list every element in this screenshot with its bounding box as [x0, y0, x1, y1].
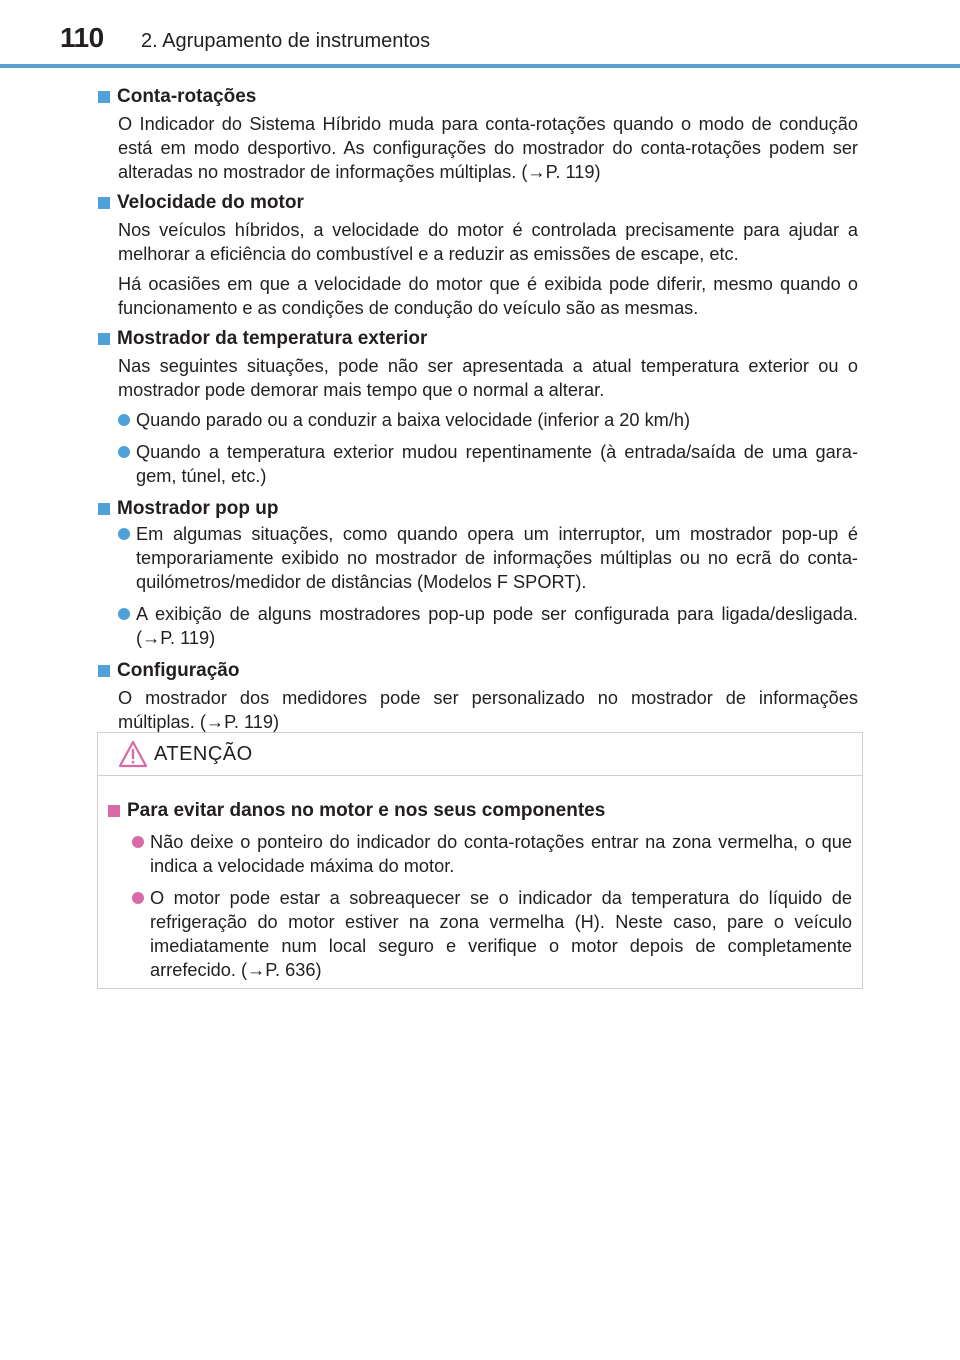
paragraph: Nas seguintes situações, pode não ser apresentada a atual temperatura exterior ou o mostrador pode demorar mais tempo que o normal a alterar.: [118, 356, 858, 400]
circle-bullet-icon: [132, 892, 144, 904]
square-bullet-icon: [98, 333, 110, 345]
square-bullet-icon: [98, 665, 110, 677]
list-item-text: Não deixe o ponteiro do indicador do conta-rotações entrar na zona vermelha, o que indica a velocidade máxima do motor.: [150, 832, 852, 876]
warning-header: [98, 733, 862, 776]
section-title: Configuração: [117, 660, 240, 681]
warning-subheading-text: Para evitar danos no motor e nos seus componentes: [127, 800, 606, 821]
warning-list-item: [132, 830, 852, 878]
circle-bullet-icon: [132, 836, 144, 848]
warning-subheading: [108, 798, 852, 824]
square-bullet-icon: [98, 91, 110, 103]
warning-title: ATENÇÃO: [154, 742, 253, 765]
circle-bullet-icon: [118, 446, 130, 458]
section-heading: [98, 658, 858, 684]
square-bullet-icon: [108, 805, 120, 817]
section-title: Mostrador pop up: [117, 498, 279, 519]
circle-bullet-icon: [118, 414, 130, 426]
list-item: [118, 522, 858, 594]
warning-box: [97, 732, 863, 989]
paragraph: O Indicador do Sistema Híbrido muda para conta-rotações quando o modo de condução está em modo desportivo. As configurações do mostrador do conta-rotações podem ser alteradas no mostrador de informações múltiplas. (→P. 119): [118, 114, 858, 182]
section-title: Conta-rotações: [117, 86, 257, 107]
list-item-text: A exibição de alguns mostradores pop-up pode ser configurada para ligada/desligada. (→P. 119): [136, 604, 858, 648]
paragraph: O mostrador dos medidores pode ser personalizado no mostrador de informações múltiplas. (→P. 119): [118, 688, 858, 732]
square-bullet-icon: [98, 197, 110, 209]
section-heading: [98, 326, 858, 352]
list-item-text: Em algumas situações, como quando opera um interruptor, um mostrador pop-up é temporariamente exibido no mostrador de informações múltiplas ou no ecrã do conta-quilómetros/medidor de distâncias (Modelos F SPORT).: [136, 524, 858, 592]
warning-list-item: [132, 886, 852, 982]
paragraph: Há ocasiões em que a velocidade do motor que é exibida pode diferir, mesmo quando o funcionamento e as condições de condução do veículo são as mesmas.: [118, 274, 858, 318]
list-item: [118, 408, 858, 432]
circle-bullet-icon: [118, 608, 130, 620]
paragraph: Nos veículos híbridos, a velocidade do motor é controlada precisamente para ajudar a melhorar a eficiência do combustível e a reduzir as emissões de escape, etc.: [118, 220, 858, 264]
list-item-text: Quando a temperatura exterior mudou repentinamente (à entrada/saída de uma garagem, túnel, etc.): [136, 442, 858, 486]
circle-bullet-icon: [118, 528, 130, 540]
chapter-title: 2. Agrupamento de instrumentos: [141, 30, 431, 52]
list-item: [118, 602, 858, 650]
list-item-text: O motor pode estar a sobreaquecer se o indicador da temperatura do líquido de refrigeração do motor estiver na zona vermelha (H). Neste caso, pare o veículo imediatamente num local seguro e verifique o motor depois de completamente arrefecido. (→P. 636): [150, 888, 852, 980]
list-item-text: Quando parado ou a conduzir a baixa velocidade (inferior a 20 km/h): [136, 410, 691, 430]
section-title: Velocidade do motor: [117, 192, 304, 213]
section-heading: [98, 84, 858, 110]
header-rule: [0, 64, 960, 68]
page-number: 110: [60, 22, 104, 53]
section-heading: [98, 496, 858, 522]
list-item: [118, 440, 858, 488]
warning-body: [98, 776, 862, 982]
square-bullet-icon: [98, 503, 110, 515]
section-heading: [98, 190, 858, 216]
warning-triangle-icon: [118, 740, 148, 768]
section-title: Mostrador da temperatura exterior: [117, 328, 428, 349]
main-content: [98, 80, 858, 740]
page-header: [0, 0, 960, 70]
